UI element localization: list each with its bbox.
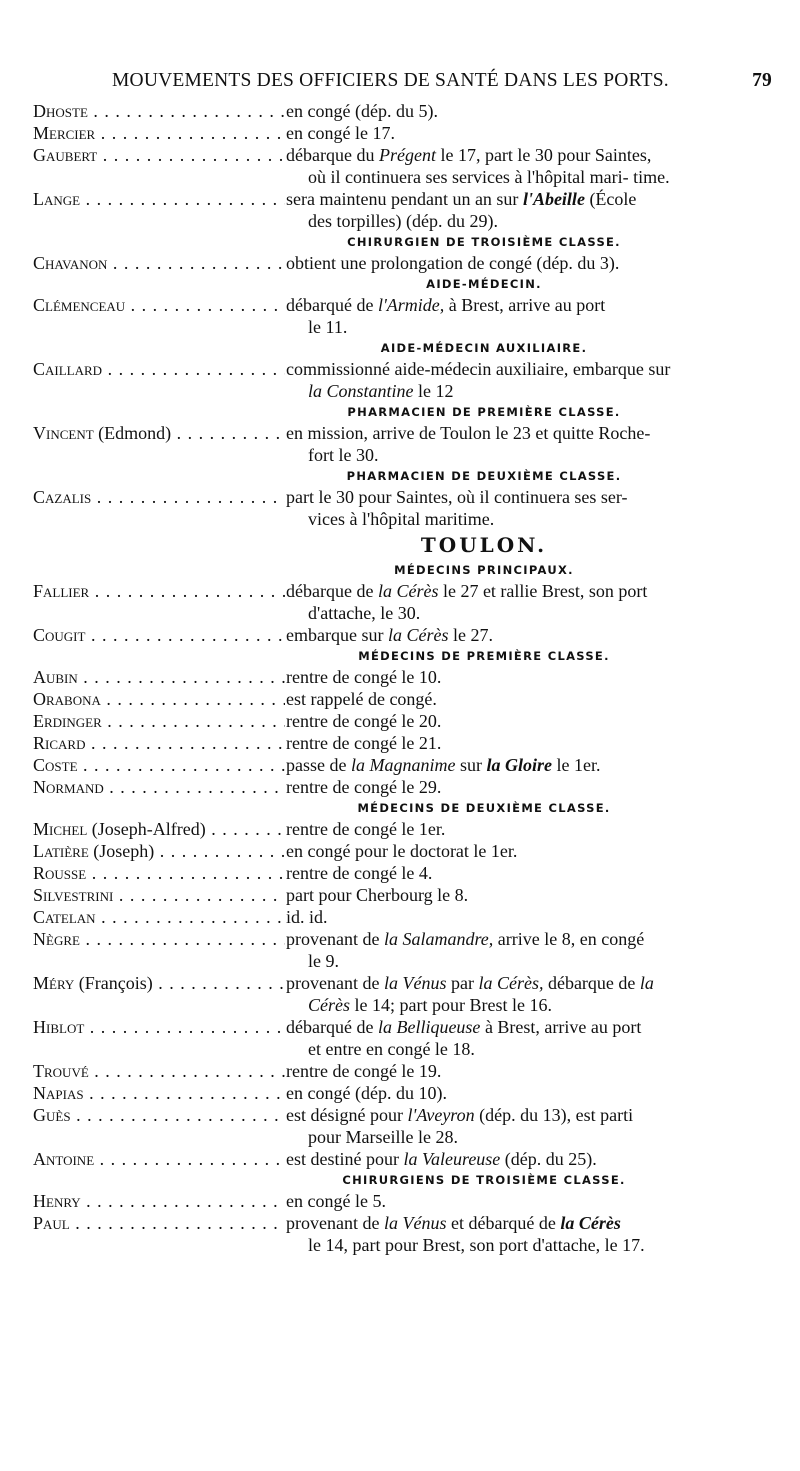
movement-text [286,1148,745,1170]
officer-name [33,1104,285,1126]
section-heading: MÉDECINS DE DEUXIÈME CLASSE. [357,801,611,815]
text-run: rentre de congé le 29. [286,777,442,797]
list-item [33,972,745,1016]
officer-surname: Clémenceau [33,295,126,315]
text-run: commissionné aide-médecin auxiliaire, embarque sur [286,359,671,379]
officer-name [33,862,285,884]
section-heading: CHIRURGIEN DE TROISIÈME CLASSE. [347,235,621,249]
officer-surname: Cazalis [33,487,92,507]
list-item [33,1212,745,1256]
text-run: rentre de congé le 21. [286,733,442,753]
ship-name: la Constantine [308,381,414,401]
officer-given-name: (Joseph-Alfred) [87,819,206,839]
running-header [112,70,772,96]
text-run: rentre de congé le 10. [286,667,442,687]
movement-text [286,666,745,688]
section-heading: CHIRURGIENS DE TROISIÈME CLASSE. [342,1173,626,1187]
officer-surname: Paul [33,1213,70,1233]
ship-name: la Magnanime [350,755,456,775]
text-run: débarque du [286,145,379,165]
list-item [33,1104,745,1148]
officer-surname: Hiblot [33,1017,85,1037]
movement-text [286,1060,745,1082]
movement-text [286,928,745,972]
movement-text [286,624,745,646]
officer-surname: Nègre [33,929,80,949]
officer-name [33,972,285,994]
ship-name: la Belliqueuse [377,1017,481,1037]
officer-name [33,688,285,710]
text-run: le 12 [413,381,454,401]
officer-name [33,252,285,274]
movement-text [286,1190,745,1212]
text-run: id. id. [286,907,328,927]
officer-surname: Lange [33,189,81,209]
list-item [33,688,745,710]
text-run: rentre de congé le 19. [286,1061,442,1081]
officer-name [33,906,285,928]
officer-name [33,188,285,210]
text-run: le 17, part le 30 pour Saintes, [435,145,652,165]
text-run: rentre de congé le 4. [286,863,433,883]
officer-name [33,666,285,688]
officer-surname: Dhoste [33,101,88,121]
text-run: est destiné pour [286,1149,404,1169]
section-heading: MÉDECINS DE PREMIÈRE CLASSE. [358,649,610,663]
officer-name [33,1016,285,1038]
movement-text [286,818,745,840]
ship-name: la Valeureuse [403,1149,501,1169]
text-run: le 27 et rallie Brest, son port [438,581,648,601]
text-run: en congé (dép. du 10). [286,1083,447,1103]
section-heading: AIDE-MÉDECIN. [426,277,542,291]
list-item [33,862,745,884]
officer-surname: Cougit [33,625,86,645]
officer-surname: Ricard [33,733,86,753]
text-run: passe de [286,755,351,775]
officer-name [33,580,285,602]
movement-text [286,122,745,144]
movement-text [286,1082,745,1104]
movement-text [286,972,745,1016]
list-item [33,122,745,144]
text-run: obtient une prolongation de congé (dép. du 3). [286,253,620,273]
continuation-line: et entre en congé le 18. [308,1039,475,1059]
text-run: provenant de [286,973,384,993]
movement-text [286,862,745,884]
movement-text [286,710,745,732]
list-item [33,358,745,402]
list-item [33,776,745,798]
text-run: est désigné pour [286,1105,408,1125]
city-heading: TOULON. [420,533,548,557]
officer-name [33,624,285,646]
movement-text [286,144,745,188]
movement-text [286,754,745,776]
movement-text [286,906,745,928]
text-run: et débarqué de [446,1213,561,1233]
officer-name [33,884,285,906]
officer-given-name: (Joseph) [88,841,155,861]
text-run: arrive le 8, en congé [493,929,645,949]
officer-surname: Antoine [33,1149,95,1169]
continuation-line: fort le 30. [308,445,379,465]
officer-surname: Normand [33,777,104,797]
ship-name: la [639,973,654,993]
list-item [33,294,745,338]
officer-name [33,710,285,732]
officer-name [33,818,285,840]
officer-surname: Méry [33,973,75,993]
officer-name [33,1190,285,1212]
text-run: embarque sur [286,625,388,645]
continuation-line: le 9. [308,951,339,971]
list-item [33,710,745,732]
list-item [33,188,745,232]
movement-text [286,358,745,402]
text-run: débarqué de [286,295,378,315]
movement-text [286,1212,745,1256]
section-heading: PHARMACIEN DE PREMIÈRE CLASSE. [347,405,621,419]
text-run: débarqué de [286,1017,378,1037]
text-run: rentre de congé le 1er. [286,819,446,839]
officer-name [33,100,285,122]
text-run: rentre de congé le 20. [286,711,442,731]
text-run: sera maintenu pendant un an sur [286,189,523,209]
ship-name: l'Armide, [377,295,445,315]
list-item [33,840,745,862]
officer-surname: Orabona [33,689,101,709]
officer-given-name: (Edmond) [93,423,172,443]
text-run: le 14; part pour Brest le 16. [350,995,552,1015]
officer-surname: Mercier [33,123,96,143]
text-run: en congé (dép. du 5). [286,101,438,121]
list-item [33,906,745,928]
text-run: est rappelé de congé. [286,689,437,709]
text-run: en congé le 17. [286,123,395,143]
officer-name [33,732,285,754]
ship-name: la Vénus [383,973,447,993]
continuation-line [286,380,745,402]
officer-name [33,1082,285,1104]
officer-surname: Napias [33,1083,84,1103]
movement-text [286,1104,745,1148]
list-item [33,818,745,840]
text-run: par [446,973,479,993]
continuation-line: pour Marseille le 28. [308,1127,458,1147]
list-item [33,754,745,776]
officer-name [33,144,285,166]
movement-text [286,294,745,338]
officer-name [33,486,285,508]
officer-surname: Caillard [33,359,103,379]
text-run: débarque de [286,581,378,601]
officer-name [33,928,285,950]
text-run: provenant de [286,929,384,949]
movement-text [286,688,745,710]
continuation-line: le 14, part pour Brest, son port d'attache, le 17. [308,1235,645,1255]
text-run: provenant de [286,1213,384,1233]
text-run: en congé pour le doctorat le 1er. [286,841,518,861]
list-item [33,144,745,188]
list-item [33,1016,745,1060]
officer-surname: Vincent [33,423,94,443]
officer-name [33,122,285,144]
continuation-line: le 11. [308,317,348,337]
officer-surname: Chavanon [33,253,108,273]
list-item [33,422,745,466]
text-run: (dép. du 25). [500,1149,597,1169]
officer-name [33,776,285,798]
ship-name: la Cérès, [478,973,544,993]
movement-text [286,776,745,798]
list-item [33,928,745,972]
page-number: 79 [752,70,772,91]
text-run: à Brest, arrive au port [444,295,606,315]
continuation-line: d'attache, le 30. [308,603,421,623]
officer-surname: Coste [33,755,78,775]
ship-name: la Cérès [387,625,449,645]
continuation-line: vices à l'hôpital maritime. [308,509,495,529]
officer-surname: Henry [33,1191,81,1211]
officer-name [33,358,285,380]
officer-name [33,294,285,316]
officer-surname: Catelan [33,907,96,927]
ship-name: la Vénus [383,1213,447,1233]
movement-text [286,100,745,122]
officer-name [33,422,285,444]
page-title: MOUVEMENTS DES OFFICIERS DE SANTÉ DANS LES PORTS. [112,70,669,91]
text-run: part le 30 pour Saintes, où il continuera ses ser- [286,487,628,507]
ship-name: la Cérès [377,581,439,601]
movement-text [286,884,745,906]
continuation-line: des torpilles) (dép. du 29). [308,211,498,231]
list-item [33,666,745,688]
text-run: débarque de [543,973,640,993]
ship-name: l'Aveyron [407,1105,475,1125]
list-item [33,884,745,906]
list-item [33,732,745,754]
list-item [33,486,745,530]
ship-name: la Salamandre, [383,929,494,949]
list-item [33,252,745,274]
movement-text [286,840,745,862]
officer-surname: Gaubert [33,145,98,165]
officer-surname: Trouvé [33,1061,89,1081]
continuation-line: où il continuera ses services à l'hôpital mari- time. [308,167,670,187]
text-run: en congé le 5. [286,1191,386,1211]
ship-name: l'Abeille [522,189,585,209]
list-item [33,1060,745,1082]
officer-name [33,1148,285,1170]
officer-surname: Erdinger [33,711,102,731]
ship-name: Prégent [378,145,436,165]
section-heading: MÉDECINS PRINCIPAUX. [394,563,574,577]
officer-surname: Latière [33,841,89,861]
officer-name [33,840,285,862]
section-heading: PHARMACIEN DE DEUXIÈME CLASSE. [346,469,622,483]
officer-surname: Aubin [33,667,78,687]
text-run: (École [584,189,637,209]
list-item [33,1082,745,1104]
list-item [33,624,745,646]
officer-surname: Silvestrini [33,885,114,905]
text-run: le 27. [448,625,493,645]
officer-name [33,754,285,776]
ship-name: Cérès [308,995,350,1015]
movement-text [286,1016,745,1060]
movement-text [286,252,745,274]
officer-surname: Guès [33,1105,71,1125]
list-item [33,1148,745,1170]
text-run: le 1er. [551,755,601,775]
text-run: à Brest, arrive au port [480,1017,642,1037]
officer-name [33,1060,285,1082]
ship-name: la Cérès [560,1213,621,1233]
movement-text [286,732,745,754]
list-item [33,100,745,122]
movement-text [286,422,745,466]
movement-text [286,580,745,624]
officer-given-name: (François) [74,973,153,993]
movement-text [286,486,745,530]
officer-surname: Rousse [33,863,87,883]
list-item [33,1190,745,1212]
text-run: sur [455,755,487,775]
officer-surname: Fallier [33,581,90,601]
continuation-line [286,994,745,1016]
list-item [33,580,745,624]
text-run: (dép. du 13), est parti [474,1105,634,1125]
text-run: en mission, arrive de Toulon le 23 et quitte Roche- [286,423,651,443]
page-body [33,100,745,1256]
text-run: part pour Cherbourg le 8. [286,885,469,905]
movement-text [286,188,745,232]
section-heading: AIDE-MÉDECIN AUXILIAIRE. [380,341,588,355]
officer-surname: Michel [33,819,88,839]
officer-name [33,1212,285,1234]
ship-name: la Gloire [486,755,552,775]
